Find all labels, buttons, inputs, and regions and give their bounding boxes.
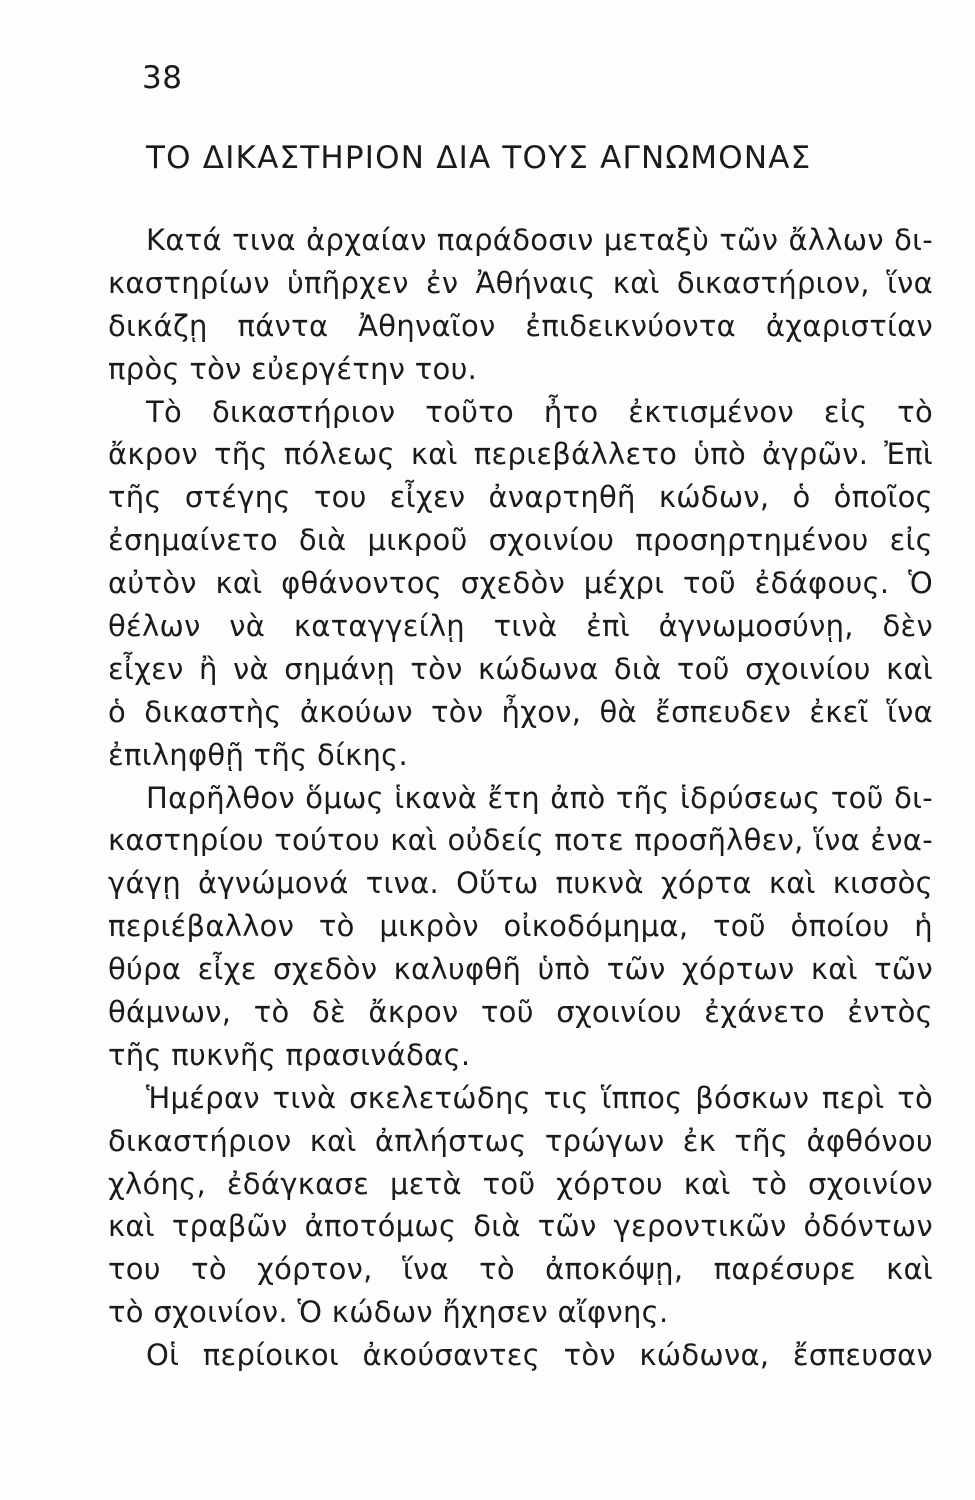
text-line: ἄκρον τῆς πόλεως καὶ περιεβάλλετο ὑπὸ ἀγρῶν. Ἐπὶ [108,437,933,472]
text-line: καστηρίων ὑπῆρχεν ἐν Ἀθήναις καὶ δικαστήριον, ἵνα [108,265,933,300]
text-line: ἐπιληφθῇ τῆς δίκης. [108,737,409,772]
text-line: χλόης, ἐδάγκασε μετὰ τοῦ χόρτου καὶ τὸ σχοινίον [108,1166,933,1201]
text-line: τὸ σχοινίον. Ὁ κώδων ἤχησεν αἴφνης. [108,1295,669,1330]
text-line: Ἡμέραν τινὰ σκελετώδης τις ἵππος βόσκων περὶ τὸ [146,1080,933,1115]
text-line: ἐσημαίνετο διὰ μικροῦ σχοινίου προσηρτημένου εἰς [108,523,933,558]
text-line: Τὸ δικαστήριον τοῦτο ἦτο ἐκτισμένον εἰς τὸ [146,394,933,429]
text-line: τῆς πυκνῆς πρασινάδας. [108,1037,471,1072]
text-line: καὶ τραβῶν ἀποτόμως διὰ τῶν γεροντικῶν ὀδόντων [108,1209,933,1244]
text-line: γάγῃ ἀγνώμονά τινα. Οὕτω πυκνὰ χόρτα καὶ κισσὸς [108,866,933,901]
text-line: θέλων νὰ καταγγείλῃ τινὰ ἐπὶ ἀγνωμοσύνῃ, δὲν [108,609,933,644]
text-line: θύρα εἶχε σχεδὸν καλυφθῆ ὑπὸ τῶν χόρτων καὶ τῶν [108,952,933,987]
page-number: 38 [142,60,183,96]
text-line: Οἱ περίοικοι ἀκούσαντες τὸν κώδωνα, ἔσπευσαν [146,1338,933,1373]
text-line: αὐτὸν καὶ φθάνοντος σχεδὸν μέχρι τοῦ ἐδάφους. Ὁ [108,566,933,601]
text-line: τῆς στέγης του εἶχεν ἀναρτηθῆ κώδων, ὁ ὁποῖος [108,480,933,515]
text-line: Παρῆλθον ὅμως ἱκανὰ ἔτη ἀπὸ τῆς ἱδρύσεως τοῦ δι- [146,780,933,815]
text-line: Κατά τινα ἀρχαίαν παράδοσιν μεταξὺ τῶν ἄλλων δι- [146,223,933,257]
text-line: περιέβαλλον τὸ μικρὸν οἰκοδόμημα, τοῦ ὁποίου ἡ [108,909,933,944]
text-line: δικάζῃ πάντα Ἀθηναῖον ἐπιδεικνύοντα ἀχαριστίαν [108,308,933,343]
text-line: πρὸς τὸν εὐεργέτην του. [108,351,478,386]
text-line: ὁ δικαστὴς ἀκούων τὸν ἦχον, θὰ ἔσπευδεν ἐκεῖ ἵνα [108,694,933,729]
text-line: θάμνων, τὸ δὲ ἄκρον τοῦ σχοινίου ἐχάνετο ἐντὸς [108,995,933,1030]
text-line: καστηρίου τούτου καὶ οὐδείς ποτε προσῆλθεν, ἵνα ἐνα- [108,823,933,858]
body-text [108,219,933,1377]
text-line: δικαστήριον καὶ ἀπλήστως τρώγων ἐκ τῆς ἀφθόνου [108,1123,933,1158]
chapter-title: ΤΟ ΔΙΚΑΣΤΗΡΙΟΝ ΔΙΑ ΤΟΥΣ ΑΓΝΩΜΟΝΑΣ [146,140,812,176]
text-line: εἶχεν ἢ νὰ σημάνῃ τὸν κώδωνα διὰ τοῦ σχοινίου καὶ [108,651,933,686]
text-line: του τὸ χόρτον, ἵνα τὸ ἀποκόψῃ, παρέσυρε καὶ [108,1252,933,1287]
